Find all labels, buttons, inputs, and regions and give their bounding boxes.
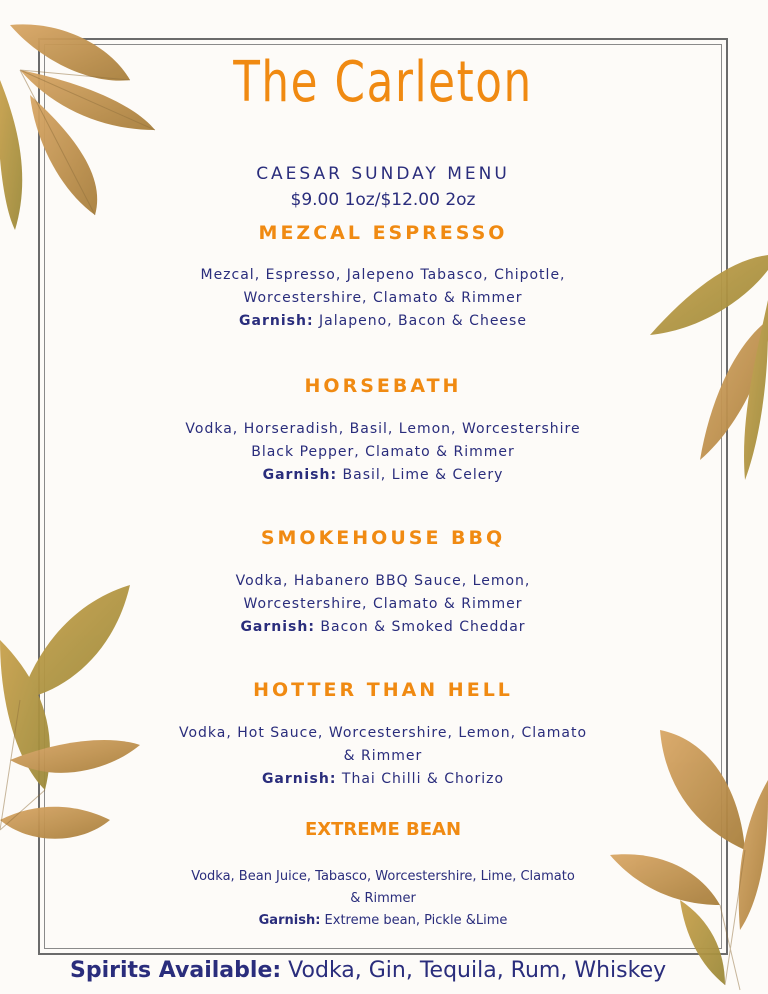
spirits-footer bbox=[70, 958, 710, 983]
menu-content bbox=[44, 44, 722, 949]
item-4-garnish-text: Thai Chilli & Chorizo bbox=[341, 771, 505, 787]
item-2-title: HORSEBATH bbox=[304, 375, 462, 397]
item-4-description bbox=[139, 722, 627, 791]
item-1-description bbox=[154, 264, 612, 333]
item-3-garnish bbox=[154, 616, 612, 639]
item-5-garnish bbox=[144, 910, 622, 932]
menu-subtitle: CAESAR SUNDAY MENU bbox=[256, 164, 510, 184]
item-3-line-1: Vodka, Habanero BBQ Sauce, Lemon, bbox=[235, 573, 531, 589]
item-5-title: EXTREME BEAN bbox=[304, 819, 462, 840]
item-1-title: MEZCAL ESPRESSO bbox=[258, 222, 508, 244]
item-3-description bbox=[154, 570, 612, 639]
item-4-title: HOTTER THAN HELL bbox=[253, 679, 513, 701]
item-2-description bbox=[144, 418, 622, 487]
item-3-line-2: Worcestershire, Clamato & Rimmer bbox=[243, 596, 523, 612]
item-3-title: SMOKEHOUSE BBQ bbox=[260, 527, 506, 549]
item-2-line-2: Black Pepper, Clamato & Rimmer bbox=[251, 444, 515, 460]
item-1-line-1: Mezcal, Espresso, Jalepeno Tabasco, Chipotle, bbox=[200, 267, 566, 283]
spirits-list: Vodka, Gin, Tequila, Rum, Whiskey bbox=[288, 958, 667, 983]
item-5-line-2: & Rimmer bbox=[350, 891, 416, 906]
item-2-garnish-text: Basil, Lime & Celery bbox=[342, 467, 504, 483]
garnish-label: Garnish: bbox=[261, 771, 337, 787]
garnish-label: Garnish: bbox=[239, 313, 314, 329]
item-1-garnish bbox=[154, 310, 612, 333]
item-3-garnish-text: Bacon & Smoked Cheddar bbox=[320, 619, 526, 635]
spirits-label: Spirits Available: bbox=[70, 958, 282, 983]
item-4-line-1: Vodka, Hot Sauce, Worcestershire, Lemon, Clamato bbox=[178, 725, 588, 741]
item-1-line-2: Worcestershire, Clamato & Rimmer bbox=[243, 290, 523, 306]
item-2-line-1: Vodka, Horseradish, Basil, Lemon, Worcestershire bbox=[185, 421, 581, 437]
restaurant-title: The Carleton bbox=[233, 50, 533, 115]
item-4-garnish bbox=[139, 768, 627, 791]
item-5-line-1: Vodka, Bean Juice, Tabasco, Worcestershire, Lime, Clamato bbox=[191, 869, 575, 884]
item-5-garnish-text: Extreme bean, Pickle &Lime bbox=[324, 913, 508, 928]
garnish-label: Garnish: bbox=[258, 913, 321, 928]
garnish-label: Garnish: bbox=[262, 467, 338, 483]
item-5-description bbox=[144, 866, 622, 932]
item-1-garnish-text: Jalapeno, Bacon & Cheese bbox=[319, 313, 527, 329]
item-4-line-2: & Rimmer bbox=[343, 748, 423, 764]
garnish-label: Garnish: bbox=[240, 619, 315, 635]
menu-price: $9.00 1oz/$12.00 2oz bbox=[290, 190, 476, 210]
item-2-garnish bbox=[144, 464, 622, 487]
